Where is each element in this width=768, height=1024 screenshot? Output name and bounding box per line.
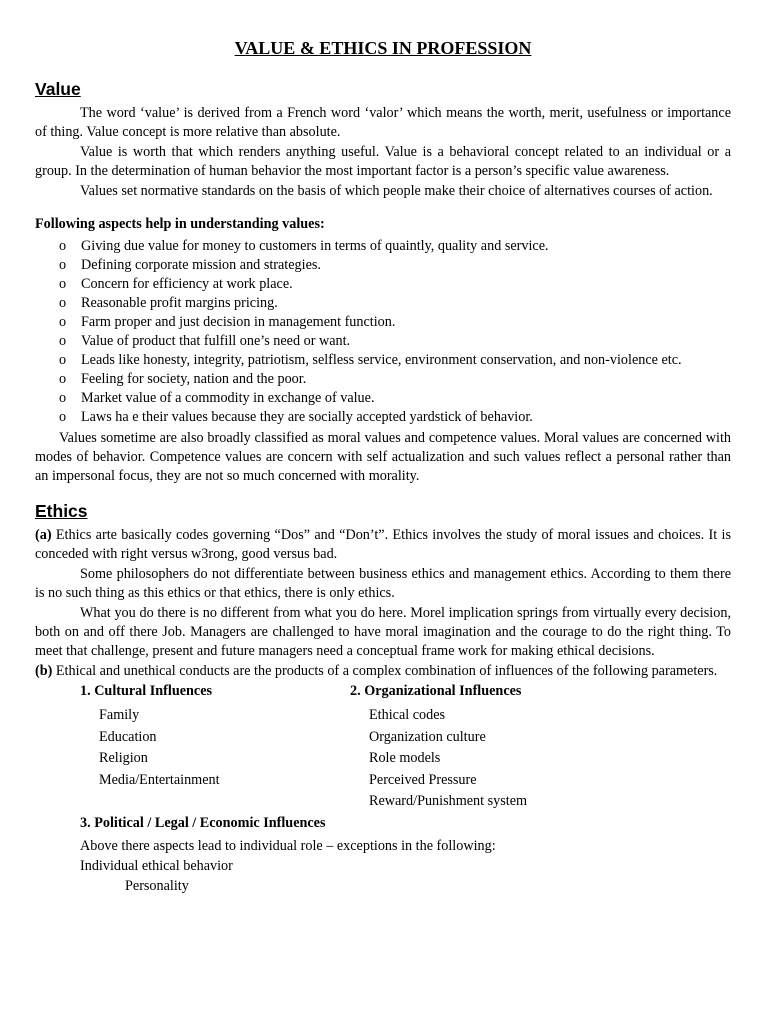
aspects-list — [35, 237, 731, 427]
label-b: (b) — [35, 663, 53, 679]
individual-role-line: Above there aspects lead to individual role – exceptions in the following: — [80, 837, 496, 854]
influences-columns — [35, 682, 731, 813]
organizational-item: Reward/Punishment system — [369, 793, 528, 810]
aspect-item: o Value of product that fulfill one’s need or want. — [59, 332, 731, 351]
individual-behavior-line: Individual ethical behavior — [80, 857, 233, 874]
ethics-paragraph-2: Some philosophers do not differentiate between business ethics and management ethics. According to them there is no such thing as this ethics or that ethics, there is only ethics. — [35, 566, 731, 601]
aspect-item: o Farm proper and just decision in management function. — [59, 313, 731, 332]
cultural-influences-title: 1. Cultural Influences — [80, 683, 213, 699]
aspects-heading: Following aspects help in understanding values: — [35, 216, 325, 232]
organizational-item: Perceived Pressure — [369, 771, 477, 788]
aspect-item: o Reasonable profit margins pricing. — [59, 294, 731, 313]
values-classification-paragraph: Values sometime are also broadly classified as moral values and competence values. Moral values are concerned with modes of behavior. Competence values are concern with self actualization and such values reflect a personal rather than an impersonal focus, they are not so much concerned with morality. — [35, 430, 731, 484]
ethics-paragraph-3: What you do there is no different from what you do here. Morel implication springs from virtually every decision, both on and off there Job. Managers are challenged to have moral imagination and the courage to do the right thing. To meet that challenge, present and future managers need a conceptual frame work for making ethical decisions. — [35, 605, 731, 659]
document-title: VALUE & ETHICS IN PROFESSION — [234, 38, 532, 58]
organizational-item: Role models — [369, 750, 441, 767]
organizational-item: Ethical codes — [369, 707, 446, 723]
cultural-item: Family — [99, 707, 140, 723]
aspect-item: o Market value of a commodity in exchange of value. — [59, 389, 731, 408]
aspect-item: o Defining corporate mission and strategies. — [59, 256, 731, 275]
cultural-item: Education — [99, 728, 157, 745]
ethics-paragraph-b — [35, 662, 731, 681]
aspect-item: o Leads like honesty, integrity, patriotism, selfless service, environment conservation, and non-violence etc. — [59, 351, 731, 370]
aspect-item: o Laws ha e their values because they are socially accepted yardstick of behavior. — [59, 408, 731, 427]
ethics-heading: Ethics — [35, 501, 88, 521]
organizational-influences — [350, 682, 620, 813]
organizational-influences-title: 2. Organizational Influences — [350, 683, 522, 699]
value-paragraph-2: Value is worth that which renders anything useful. Value is a behavioral concept related to an individual or a group. In the determination of human behavior the most important factor is a person’s specific value awareness. — [35, 144, 731, 179]
value-paragraph-1: The word ‘value’ is derived from a French word ‘valor’ which means the worth, merit, usefulness or importance of thing. Value concept is more relative than absolute. — [35, 105, 731, 140]
aspect-item: o Concern for efficiency at work place. — [59, 275, 731, 294]
value-heading: Value — [35, 79, 81, 99]
value-paragraph-3: Values set normative standards on the basis of which people make their choice of alternatives courses of action. — [80, 183, 713, 199]
ethics-paragraph-a — [35, 526, 731, 564]
ethics-a-text: Ethics arte basically codes governing “Dos” and “Don’t”. Ethics involves the study of moral issues and choices. It is conceded with right versus w3rong, good versus bad. — [35, 527, 731, 562]
aspect-item: o Giving due value for money to customers in terms of quaintly, quality and service. — [59, 237, 731, 256]
cultural-influences — [80, 682, 350, 813]
label-a: (a) — [35, 527, 52, 543]
aspect-item: o Feeling for society, nation and the poor. — [59, 370, 731, 389]
organizational-item: Organization culture — [369, 728, 486, 745]
cultural-item: Media/Entertainment — [99, 771, 220, 788]
ethics-b-text: Ethical and unethical conducts are the products of a complex combination of influences of the following parameters. — [52, 663, 718, 679]
personality-line: Personality — [125, 877, 189, 894]
political-influences-title: 3. Political / Legal / Economic Influences — [80, 814, 326, 831]
cultural-item: Religion — [99, 750, 148, 767]
